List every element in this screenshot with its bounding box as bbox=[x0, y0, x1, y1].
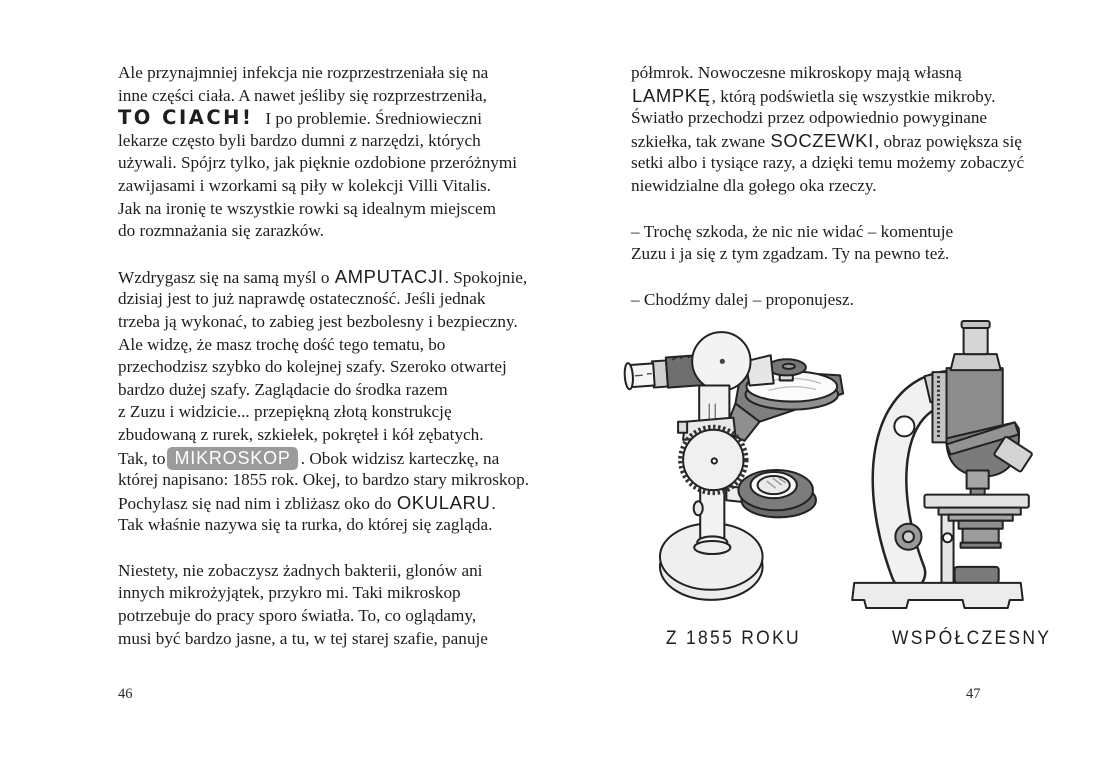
text-line bbox=[631, 129, 1022, 153]
text-line bbox=[118, 379, 483, 402]
text-line bbox=[631, 62, 1011, 85]
text-segment: musi być bardzo jasne, a tu, w tej starej szafie, panuje bbox=[118, 628, 488, 648]
text-segment: niewidzialne dla gołego oka rzeczy. bbox=[631, 175, 877, 195]
text-segment: dzisiaj jest to już naprawdę ostateczność. Jeśli jednak bbox=[118, 289, 486, 309]
text-line bbox=[631, 243, 1011, 266]
text-line bbox=[118, 514, 493, 537]
text-segment: . bbox=[491, 493, 496, 513]
text-segment: Pochylasz się nad nim i zbliżasz oko do bbox=[118, 493, 396, 513]
emphasis-hand: LAMPKĘ bbox=[632, 84, 711, 106]
emphasis-hand: AMPUTACJI bbox=[334, 265, 444, 287]
text-line bbox=[118, 560, 483, 583]
microscope-modern-illustration bbox=[845, 318, 1033, 614]
microscope-1855-illustration bbox=[622, 313, 870, 625]
text-segment: Niestety, nie zobaczysz żadnych bakterii, glonów ani bbox=[118, 560, 483, 580]
text-line bbox=[118, 265, 528, 289]
text-segment: półmrok. Nowoczesne mikroskopy mają własną bbox=[631, 63, 962, 82]
text-segment: I po problemie. Średniowieczni bbox=[265, 109, 483, 129]
text-segment: do rozmnażania się zarazków. bbox=[118, 221, 324, 241]
emphasis-hand: OKULARU bbox=[396, 491, 491, 513]
text-segment: . Spokojnie, bbox=[444, 267, 528, 287]
text-segment: używali. Spójrz tylko, jak pięknie ozdobione przeróżnymi bbox=[118, 153, 518, 173]
text-segment: Ale przynajmniej infekcja nie rozprzestrzeniała się na bbox=[118, 63, 489, 82]
text-line bbox=[118, 220, 483, 243]
microscope-1855-drawing bbox=[622, 313, 870, 625]
text-segment: setki albo i tysiące razy, a dzięki temu możemy zobaczyć bbox=[631, 153, 1025, 173]
text-line bbox=[118, 62, 489, 85]
microscope-modern-drawing bbox=[845, 318, 1033, 614]
emphasis-stencil: TO CIACH! bbox=[118, 106, 254, 130]
text-segment: – Chodźmy dalej – proponujesz. bbox=[631, 289, 854, 309]
text-segment: , którą podświetla się wszystkie mikroby. bbox=[711, 86, 996, 106]
text-segment: Tak, to bbox=[118, 448, 166, 468]
text-segment: szkiełka, tak zwane bbox=[631, 131, 770, 151]
right-page-text bbox=[631, 62, 1025, 334]
text-line bbox=[118, 356, 507, 379]
text-line bbox=[118, 107, 483, 130]
text-segment: Jak na ironię te wszystkie rowki są idealnym miejscem bbox=[118, 198, 497, 218]
figure-caption-1855: Z 1855 ROKU bbox=[665, 628, 801, 649]
text-line bbox=[118, 130, 483, 153]
text-line bbox=[118, 288, 486, 311]
left-page-text bbox=[118, 62, 529, 673]
emphasis-hand: SOCZEWKI bbox=[770, 129, 874, 151]
text-line bbox=[118, 85, 487, 108]
text-segment: trzeba ją wykonać, to zabieg jest bezbolesny i bezpieczny. bbox=[118, 311, 518, 331]
text-segment: przechodzisz szybko do kolejnej szafy. Szeroko otwartej bbox=[118, 357, 507, 377]
text-line bbox=[118, 469, 529, 492]
text-line bbox=[118, 491, 496, 515]
paragraph bbox=[631, 62, 1025, 198]
text-segment: Tak właśnie nazywa się ta rurka, do której się zagląda. bbox=[118, 515, 493, 535]
paragraph bbox=[631, 221, 1011, 266]
text-line bbox=[118, 175, 491, 198]
text-line bbox=[631, 85, 1011, 108]
paragraph bbox=[118, 560, 488, 650]
paragraph bbox=[631, 289, 1011, 312]
text-line bbox=[118, 582, 483, 605]
text-line bbox=[118, 628, 488, 651]
text-segment: której napisano: 1855 rok. Okej, to bardzo stary mikroskop. bbox=[118, 470, 529, 490]
text-segment: Ale widzę, że masz trochę dość tego tematu, bo bbox=[118, 334, 446, 354]
text-line bbox=[118, 334, 483, 357]
text-line bbox=[118, 401, 483, 424]
page-number-right: 47 bbox=[966, 686, 981, 702]
emphasis-highlight: MIKROSKOP bbox=[167, 447, 297, 470]
text-segment: Światło przechodzi przez odpowiednio powyginane bbox=[631, 108, 988, 128]
text-segment: Wzdrygasz się na samą myśl o bbox=[118, 267, 334, 287]
text-line bbox=[118, 424, 483, 447]
text-segment: inne części ciała. A nawet jeśliby się rozprzestrzeniła, bbox=[118, 85, 487, 105]
paragraph bbox=[118, 265, 529, 537]
text-line bbox=[118, 152, 518, 175]
text-segment: potrzebuje do pracy sporo światła. To, co oglądamy, bbox=[118, 606, 477, 626]
text-line bbox=[631, 152, 1025, 175]
text-line bbox=[118, 605, 483, 628]
text-line bbox=[631, 175, 1011, 198]
text-line bbox=[631, 221, 1011, 244]
text-line bbox=[118, 311, 518, 334]
text-segment: , obraz powiększa się bbox=[874, 131, 1022, 151]
text-segment: innych mikrożyjątek, przykro mi. Taki mikroskop bbox=[118, 583, 461, 603]
text-segment: . Obok widzisz karteczkę, na bbox=[300, 448, 500, 468]
text-line bbox=[631, 289, 1011, 312]
text-segment: Zuzu i ja się z tym zgadzam. Ty na pewno też. bbox=[631, 244, 950, 264]
paragraph bbox=[118, 62, 518, 243]
text-segment: bardzo dużej szafy. Zaglądacie do środka razem bbox=[118, 379, 448, 399]
text-line bbox=[118, 198, 497, 221]
text-segment: z Zuzu i widzicie... przepiękną złotą konstrukcję bbox=[118, 402, 452, 422]
text-segment: – Trochę szkoda, że nic nie widać – komentuje bbox=[631, 221, 954, 241]
text-segment: zawijasami i wzorkami są piły w kolekcji Villi Vitalis. bbox=[118, 175, 491, 195]
text-line bbox=[118, 447, 500, 470]
text-line bbox=[631, 107, 1011, 130]
figure-caption-modern: WSPÓŁCZESNY bbox=[891, 628, 1052, 649]
text-segment: zbudowaną z rurek, szkiełek, pokręteł i kół zębatych. bbox=[118, 424, 484, 444]
page-number-left: 46 bbox=[118, 686, 133, 702]
text-segment: lekarze często byli bardzo dumni z narzędzi, których bbox=[118, 130, 481, 150]
